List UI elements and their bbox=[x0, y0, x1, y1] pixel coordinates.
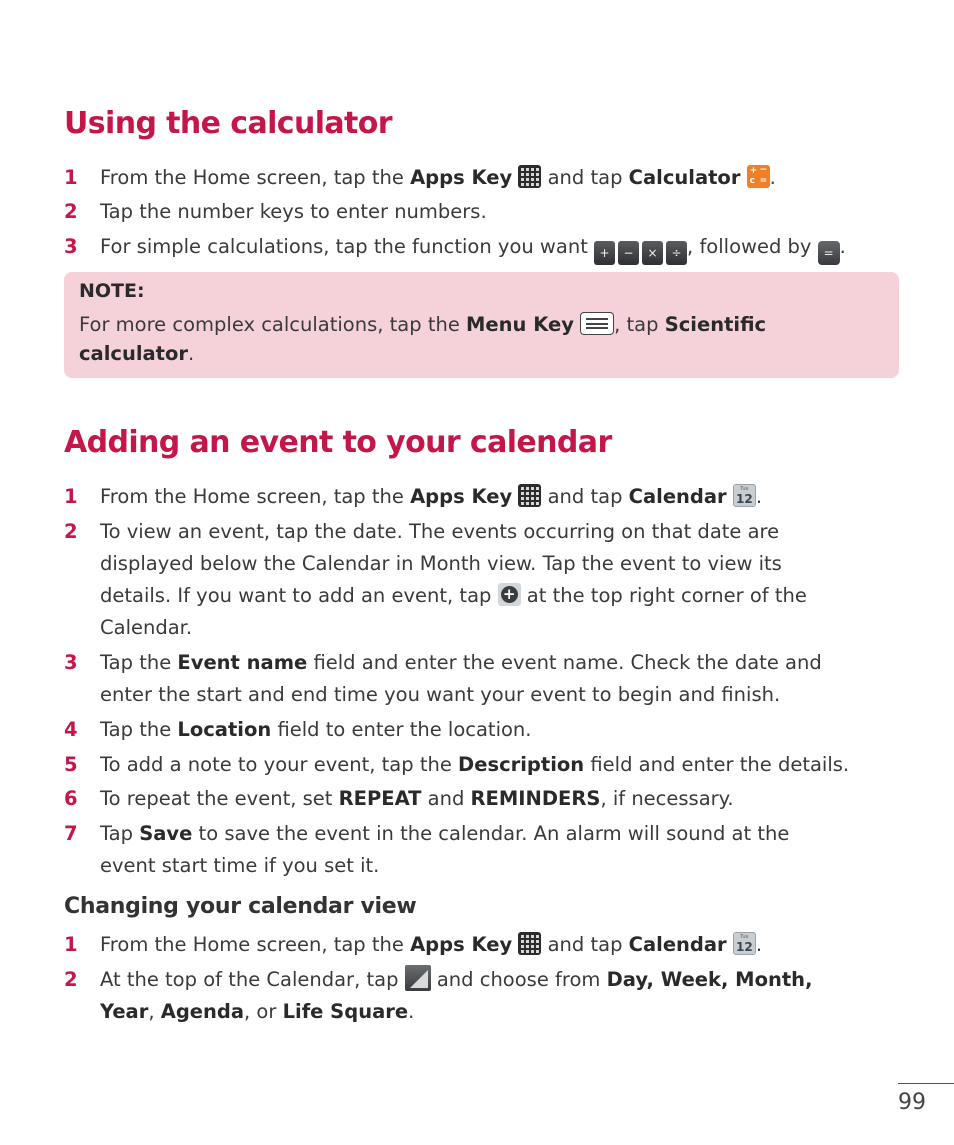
step-text: To add a note to your event, tap the Description field and enter the details. bbox=[100, 753, 850, 776]
apps-grid-icon bbox=[518, 165, 541, 188]
step-text: Tap Save to save the event in the calendar. An alarm will sound at the event start time if you set it. bbox=[100, 822, 790, 877]
add-event-icon: + bbox=[498, 583, 521, 606]
step-number: 4 bbox=[64, 718, 78, 741]
step-text: For simple calculations, tap the function you want + − × ÷ , followed by = . bbox=[100, 231, 898, 265]
note-box bbox=[64, 272, 899, 378]
step-text: To view an event, tap the date. The events occurring on that date are displayed below the Calendar in Month view. Tap the event to view its details. If you want to add an event, tap + at the top right corner of the Calendar. bbox=[100, 520, 807, 639]
step-text: From the Home screen, tap the Apps Key and tap Calendar Tue 12 . bbox=[100, 485, 763, 508]
step-text: To repeat the event, set REPEAT and REMINDERS, if necessary. bbox=[100, 787, 734, 810]
step-text: At the top of the Calendar, tap and choose from Day, Week, Month, Year, Agenda, or Life Square. bbox=[100, 964, 898, 1028]
apps-grid-icon bbox=[518, 932, 541, 955]
step-number: 5 bbox=[64, 753, 78, 776]
calendar-icon: Tue 12 bbox=[733, 932, 756, 955]
page-number: 99 bbox=[898, 1090, 926, 1115]
note-title: NOTE: bbox=[79, 280, 145, 302]
step-number: 3 bbox=[64, 651, 78, 674]
menu-key-icon bbox=[580, 312, 614, 335]
plus-key-icon: + bbox=[594, 241, 615, 265]
step-number: 7 bbox=[64, 822, 78, 845]
step-text: Tap the Location field to enter the location. bbox=[100, 718, 532, 741]
calculator-icon: + − c = bbox=[747, 165, 770, 188]
multiply-key-icon: × bbox=[642, 241, 663, 265]
subsection-title: Changing your calendar view bbox=[64, 894, 417, 919]
step-number: 2 bbox=[64, 200, 78, 223]
step-number: 2 bbox=[64, 520, 78, 543]
divide-key-icon: ÷ bbox=[666, 241, 687, 265]
step-number: 3 bbox=[64, 235, 78, 258]
step-text: From the Home screen, tap the Apps Key and tap Calculator + − c = . bbox=[100, 165, 776, 189]
footer-rule bbox=[898, 1083, 954, 1084]
step-text: Tap the Event name field and enter the event name. Check the date and enter the start and end time you want your event to begin and finish. bbox=[100, 651, 822, 706]
note-text: For more complex calculations, tap the Menu Key , tap Scientific calculator. bbox=[79, 313, 767, 365]
equals-key-icon: = bbox=[818, 241, 840, 265]
calendar-icon: Tue 12 bbox=[733, 484, 756, 507]
step-number: 1 bbox=[64, 166, 78, 189]
step-number: 2 bbox=[64, 968, 78, 991]
step-number: 1 bbox=[64, 485, 78, 508]
minus-key-icon: − bbox=[618, 241, 639, 265]
apps-grid-icon bbox=[518, 484, 541, 507]
view-switch-icon bbox=[405, 965, 431, 991]
section-title-calendar: Adding an event to your calendar bbox=[64, 425, 612, 460]
step-text: From the Home screen, tap the Apps Key and tap Calendar Tue 12 . bbox=[100, 933, 763, 956]
step-number: 1 bbox=[64, 933, 78, 956]
step-text: Tap the number keys to enter numbers. bbox=[100, 200, 487, 223]
step-number: 6 bbox=[64, 787, 78, 810]
section-title-calculator: Using the calculator bbox=[64, 106, 392, 141]
